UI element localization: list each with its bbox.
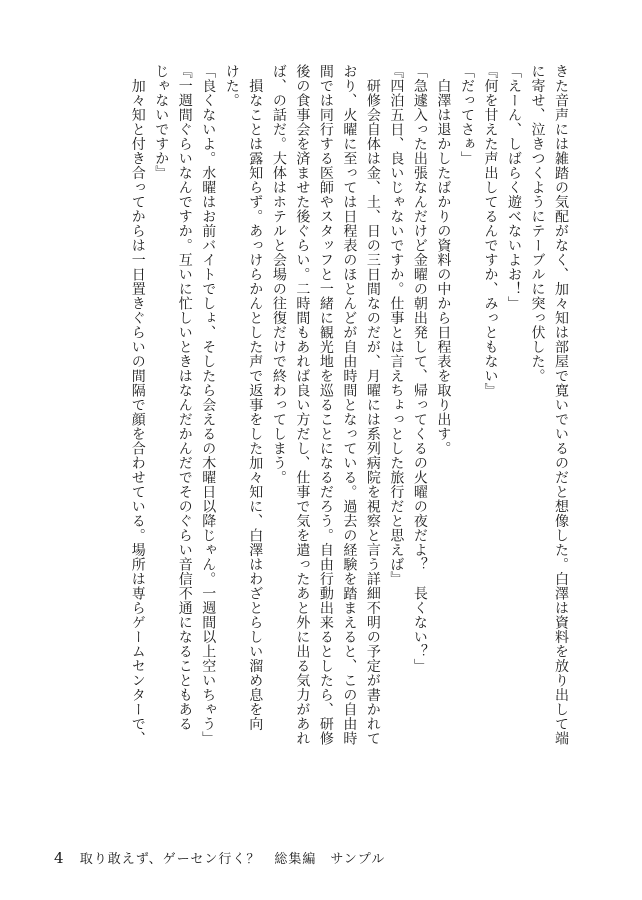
text-line: 加々知と付き合ってからは一日置きぐらいの間隔で顔を合わせている。場所は専らゲームセンターで、 <box>129 64 146 746</box>
text-line: 「えーん、しばらく遊べないよお！」 <box>505 64 522 311</box>
text-line: 「良くないよ。水曜はお前バイトでしょ、そしたら会えるの木曜日以降じゃん。一週間以上空いちゃう」 <box>200 64 217 746</box>
text-line: 研修会自体は金、土、日の三日間なのだが、月曜には系列病院を視察と言う詳細不明の予定が書かれて <box>364 64 381 746</box>
text-line: 『四泊五日、良いじゃないですか。仕事とは言えちょっとした旅行だと思えば』 <box>388 64 405 586</box>
text-line: じゃないですか』 <box>153 64 170 180</box>
text-line: きた音声には雑踏の気配がなく、加々知は部屋で寛いでいるのだと想像した。白澤は資料を放り出して端 <box>553 64 569 746</box>
page-number: 4 <box>54 849 65 867</box>
vertical-body-text <box>94 64 572 754</box>
footer-title: 取り敢えず、ゲーセン行く？ 総集編 サンプル <box>79 852 386 867</box>
page-footer <box>54 848 385 867</box>
text-line: おり、火曜に至っては日程表のほとんどが自由時間となっている。過去の経験を踏まえると、この自由時 <box>341 64 358 746</box>
text-line: 損なことは露知らず。あっけらかんとした声で返事をした加々知に、白澤はわざとらしい溜め息を向 <box>247 64 264 731</box>
text-line: 「だってさぁ」 <box>458 64 475 166</box>
text-line: 後の食事会を済ませた後ぐらい。二時間もあれば良い方だし、仕事で気を遣ったあと外に出る気力があれ <box>294 64 311 746</box>
text-line: 白澤は退かしたばかりの資料の中から日程表を取り出す。 <box>435 64 452 456</box>
text-line: ば、の話だ。大体はホテルと会場の往復だけで終わってしまう。 <box>270 64 287 485</box>
text-line: けた。 <box>223 64 240 108</box>
text-line: に寄せ、泣きつくようにテーブルに突っ伏した。 <box>529 64 546 383</box>
text-line: 間では同行する医師やスタッフと一緒に観光地を巡ることになるだろう。自由行動出来るとしたら、研修 <box>317 64 334 746</box>
text-line: 「急遽入った出張なんだけど金曜の朝出発して、帰ってくるの火曜の夜だよ？ 長くない？」 <box>411 64 428 673</box>
text-line: 『何を甘えた声出してるんですか、みっともない』 <box>482 64 499 398</box>
text-line: 『一週間ぐらいなんですか。互いに忙しいときはなんだかんだでそのぐらい音信不通になることもある <box>176 64 193 731</box>
